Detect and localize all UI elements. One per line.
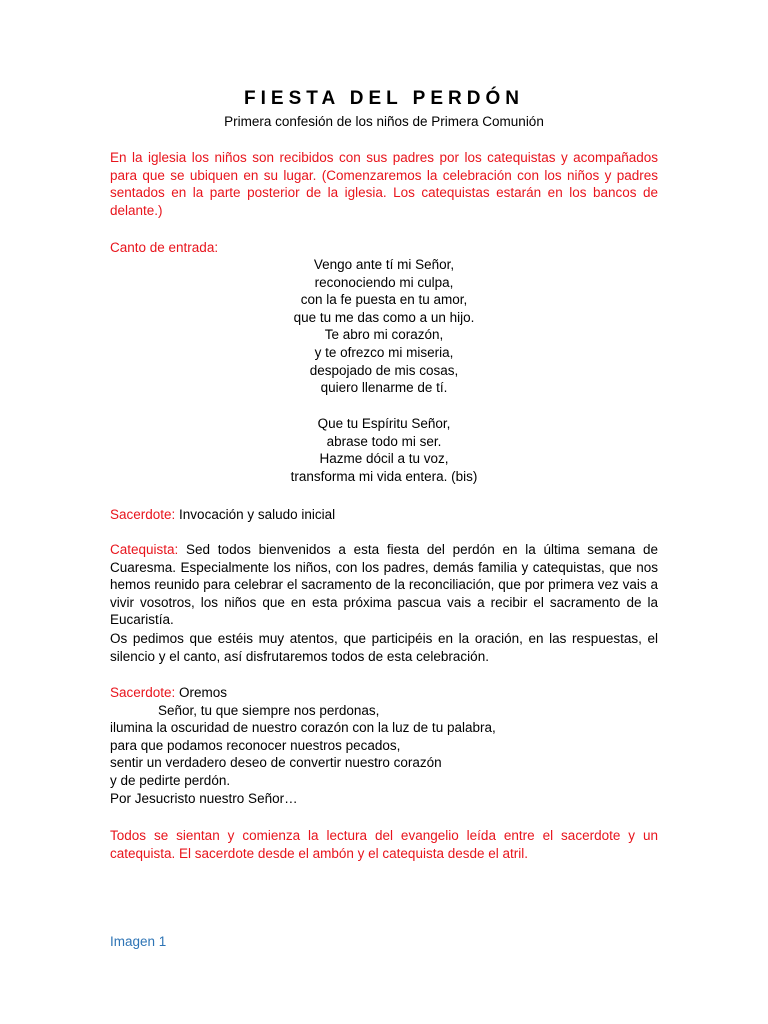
song-line: con la fe puesta en tu amor,: [300, 292, 468, 308]
song-line: transforma mi vida entera. (bis): [290, 468, 478, 484]
prayer-line: Señor, tu que siempre nos perdonas,: [158, 702, 380, 718]
song-line: quiero llenarme de tí.: [320, 380, 448, 396]
intro-instruction: En la iglesia los niños son recibidos con sus padres por los catequistas y acompañados para que se ubiquen en su lugar. (Comenzaremos la celebración con los niños y padres sentados en la parte posterior de la iglesia. Los catequistas estarán en los bancos de delante.): [110, 150, 658, 218]
document-title: FIESTA DEL PERDÓN: [244, 88, 524, 109]
song-line: abrase todo mi ser.: [326, 433, 442, 449]
sacerdote-prayer: [110, 684, 658, 807]
song-line: Vengo ante tí mi Señor,: [313, 257, 455, 272]
song-line: Que tu Espíritu Señor,: [317, 416, 451, 431]
speaker-text: Oremos: [175, 685, 228, 700]
song-label: Canto de entrada:: [110, 240, 219, 255]
song-line: Hazme dócil a tu voz,: [319, 451, 449, 467]
catequista-request: Os pedimos que estéis muy atentos, que participéis en la oración, en las respuestas, el silencio y el canto, así disfrutaremos todos de esta celebración.: [110, 631, 658, 664]
song-line: Te abro mi corazón,: [324, 327, 444, 343]
sacerdote-invocation: [110, 506, 658, 524]
prayer-line: ilumina la oscuridad de nuestro corazón con la luz de tu palabra,: [110, 720, 496, 736]
prayer-line: y de pedirte perdón.: [110, 772, 231, 788]
speaker-label: Catequista:: [110, 542, 179, 557]
song-verse-2: [110, 415, 658, 485]
speaker-text: Invocación y saludo inicial: [175, 507, 336, 522]
prayer-line: Por Jesucristo nuestro Señor…: [110, 790, 298, 806]
prayer-line: sentir un verdadero deseo de convertir nuestro corazón: [110, 755, 442, 771]
song-line: despojado de mis cosas,: [309, 362, 459, 378]
song-line: reconociendo mi culpa,: [314, 274, 454, 290]
closing-instruction: Todos se sientan y comienza la lectura del evangelio leída entre el sacerdote y un catequista. El sacerdote desde el ambón y el catequista desde el atril.: [110, 828, 658, 861]
prayer-line: para que podamos reconocer nuestros pecados,: [110, 737, 401, 753]
image-caption: Imagen 1: [110, 934, 167, 949]
song-verse-1: [110, 256, 658, 397]
catequista-welcome: [110, 541, 658, 629]
song-line: que tu me das como a un hijo.: [293, 309, 475, 325]
speaker-text: Sed todos bienvenidos a esta fiesta del perdón en la última semana de Cuaresma. Especialmente los niños, con los padres, demás familia y catequistas, que nos hemos reunido para celebrar el sacramento de la reconciliación, que por primera vez vais a vivir vosotros, los niños que en esta próxima pascua vais a recibir el sacramento de la Eucaristía.: [110, 542, 658, 628]
speaker-label: Sacerdote:: [110, 507, 176, 522]
song-line: y te ofrezco mi miseria,: [314, 344, 454, 360]
document-subtitle: Primera confesión de los niños de Primera Comunión: [224, 114, 544, 129]
speaker-label: Sacerdote:: [110, 685, 176, 700]
